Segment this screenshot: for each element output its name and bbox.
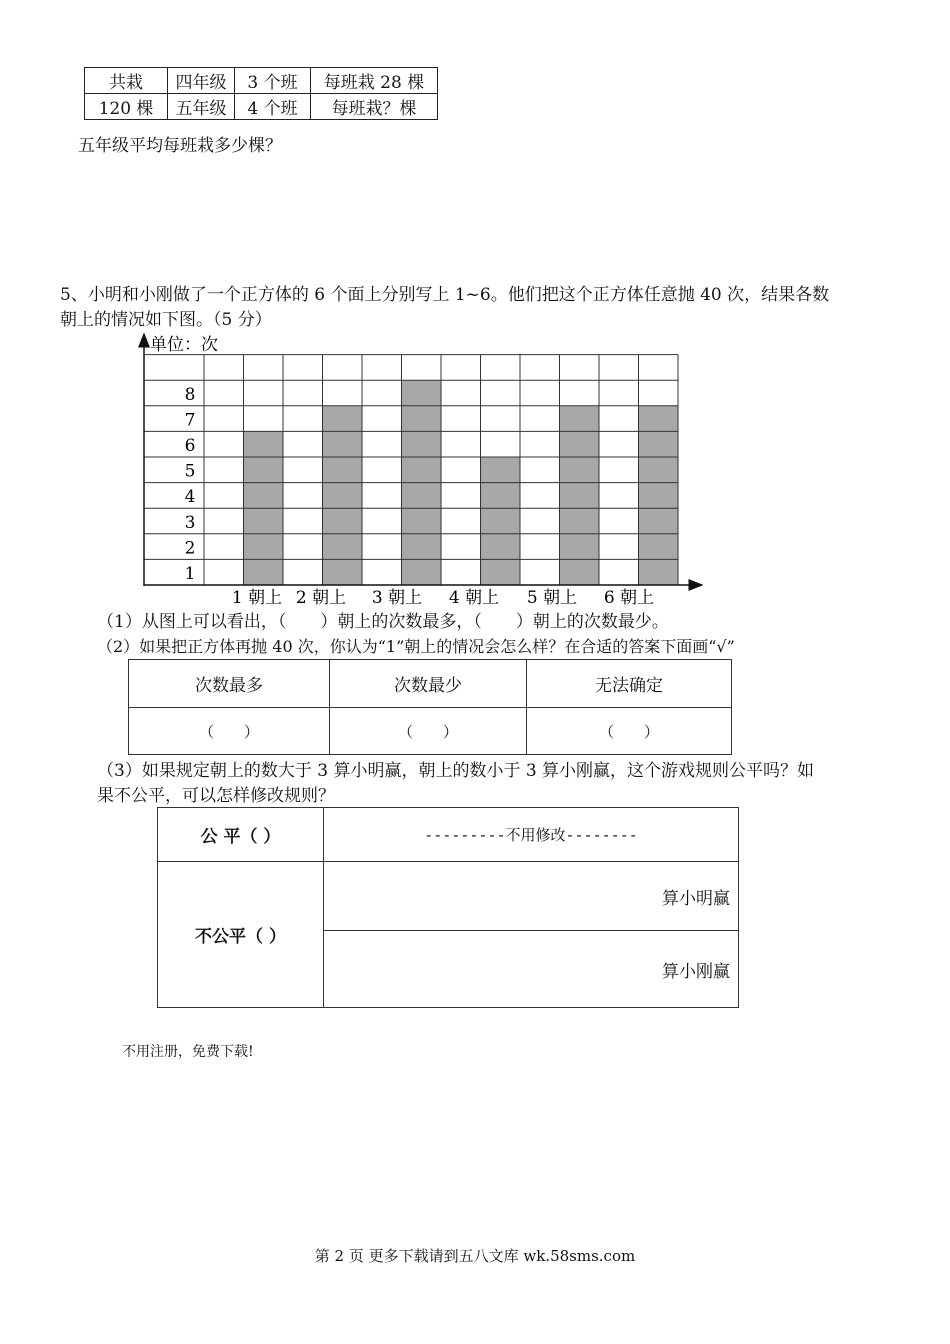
tree-planting-table [84,67,438,120]
rule-xiaoming[interactable]: 算小明赢 [324,862,739,931]
y-tick-label: 3 [184,512,196,533]
y-tick-label: 5 [184,461,196,482]
table-cell: 五年级 [168,94,235,120]
answer-blank[interactable]: （ ） [527,708,732,755]
x-tick-label: 6 朝上 [603,588,655,608]
fairness-table [157,807,739,1008]
answer-blank[interactable]: （ ） [129,708,330,755]
y-tick-label: 1 [184,564,196,584]
rule-xiaogang[interactable]: 算小刚赢 [324,931,739,1008]
y-tick-label: 7 [184,410,196,431]
y-tick-label: 6 [184,436,196,456]
no-change-note: ---------不用修改-------- [324,808,739,862]
q5-line1: 5、小明和小刚做了一个正方体的 6 个面上分别写上 1~6。他们把这个正方体任意抛 40 次，结果各数 [60,285,830,305]
table-row [85,94,438,120]
table-row [158,862,739,931]
table-cell: 4 个班 [235,94,311,120]
options-table [128,659,732,755]
x-tick-label: 1 朝上 [231,588,283,608]
x-tick-label: 5 朝上 [526,588,578,608]
table-cell: 共栽 [85,68,168,94]
table-row [129,660,732,708]
fair-label[interactable]: 公 平（ ） [158,808,324,862]
table-cell: 四年级 [168,68,235,94]
y-tick-label: 4 [184,487,196,508]
unfair-label[interactable]: 不公平（ ） [158,862,324,1008]
bar-5 [560,406,600,585]
promo-note: 不用注册，免费下载! [122,1044,254,1060]
sub-question-3-line2: 果不公平，可以怎样修改规则？ [97,786,335,806]
x-tick-label: 3 朝上 [371,588,423,608]
y-tick-label: 2 [184,538,196,559]
page-footer: 第 2 页 更多下载请到五八文库 wk.58sms.com [314,1247,636,1265]
dice-bar-chart [120,330,720,610]
x-tick-label: 2 朝上 [295,588,347,608]
q4-question: 五年级平均每班栽多少棵？ [78,136,282,156]
table-row [85,68,438,94]
option-most: 次数最多 [129,660,330,708]
option-least: 次数最少 [330,660,527,708]
bar-2 [323,406,363,585]
q5-line2: 朝上的情况如下图。（5 分） [60,310,272,330]
table-cell: 120 棵 [85,94,168,120]
option-uncertain: 无法确定 [527,660,732,708]
table-cell: 每班栽？棵 [311,94,438,120]
sub-question-3-line1: （3）如果规定朝上的数大于 3 算小明赢，朝上的数小于 3 算小刚赢，这个游戏规则公平吗？如 [97,761,815,781]
x-tick-label: 4 朝上 [448,588,500,608]
y-tick-label: 8 [184,384,196,405]
sub-question-2: （2）如果把正方体再抛 40 次，你认为“1”朝上的情况会怎么样？在合适的答案下面画“√” [97,637,735,656]
table-cell: 3 个班 [235,68,311,94]
answer-blank[interactable]: （ ） [330,708,527,755]
bar-4 [481,457,521,585]
bar-6 [639,406,679,585]
y-axis-label: 单位：次 [150,335,218,355]
table-row [129,708,732,755]
table-row [158,808,739,862]
table-cell: 每班栽 28 棵 [311,68,438,94]
sub-question-1: （1）从图上可以看出，（ ）朝上的次数最多，（ ）朝上的次数最少。 [97,612,669,632]
